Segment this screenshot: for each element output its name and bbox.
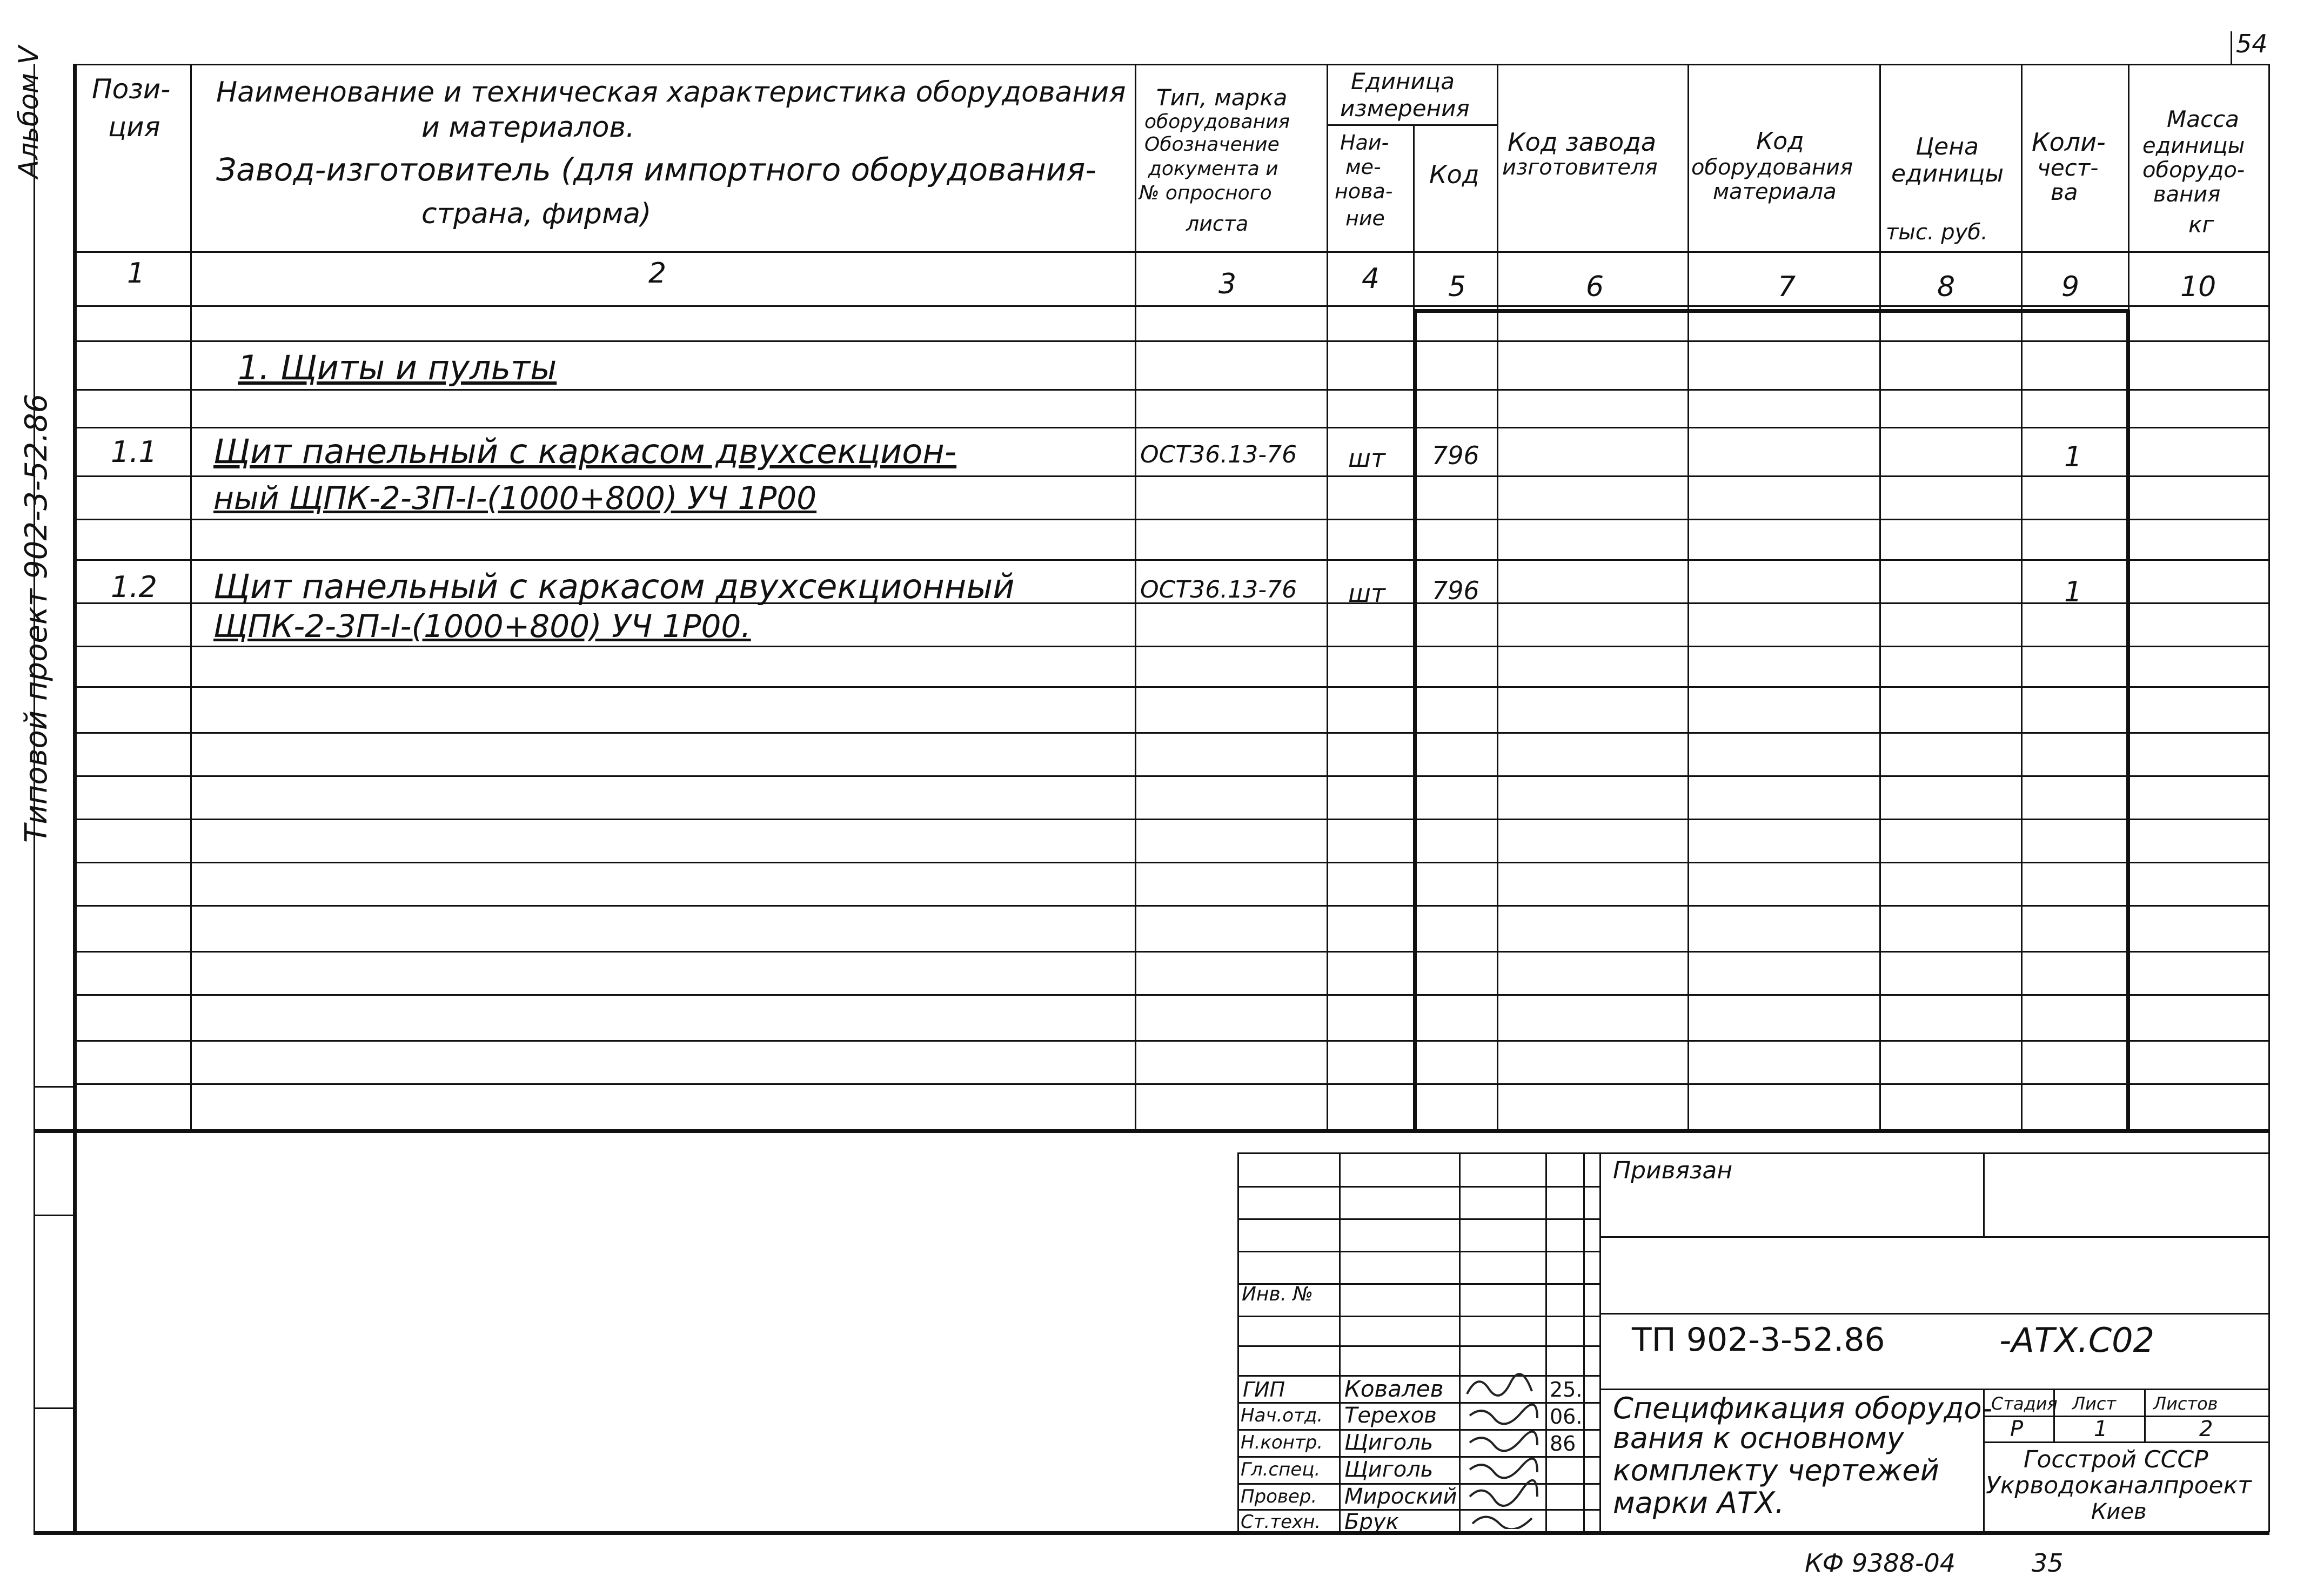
header-col2-l2: и материалов.	[421, 111, 635, 144]
frame-right	[2268, 64, 2270, 1532]
item2-qty: 1	[2064, 576, 2082, 608]
thick-frame-right	[2126, 310, 2130, 1131]
stamp-date-1: 25.	[1550, 1378, 1583, 1401]
stamp-h1	[1237, 1186, 1599, 1188]
stamp-role-4: Гл.спец.	[1241, 1459, 1321, 1480]
table-bottom-line	[34, 1129, 2269, 1133]
stamp-privyazan: Привязан	[1613, 1157, 1733, 1184]
col-line-6	[1687, 64, 1689, 1131]
signature-1	[1467, 1374, 1532, 1396]
header-col10-l4: вания	[2153, 182, 2221, 207]
header-col9-l3: ва	[2051, 179, 2078, 205]
stamp-h12	[1237, 1509, 1599, 1511]
header-bottom-line	[76, 251, 2269, 253]
header-col4-l4: ние	[1345, 206, 1385, 230]
stamp-sheets: 2	[2199, 1417, 2213, 1441]
stamp-stage-label: Стадия	[1991, 1393, 2058, 1414]
colnum-9: 9	[2061, 271, 2080, 303]
signature-4	[1470, 1459, 1537, 1478]
row-line-13	[76, 862, 2269, 863]
item1-line2: ный ЩПК-2-3П-I-(1000+800) УЧ 1Р00	[213, 480, 817, 517]
stamp-h5	[1237, 1316, 1599, 1317]
item2-code: 796	[1432, 576, 1479, 605]
stamp-r-h2	[1599, 1313, 2269, 1315]
signature-2	[1470, 1405, 1537, 1424]
header-col3-l6: листа	[1186, 212, 1249, 236]
stamp-name-1: Ковалев	[1344, 1376, 1444, 1402]
row-line-2	[76, 389, 2269, 391]
header-col9-l1: Коли-	[2032, 128, 2106, 157]
side-tick-2	[34, 1215, 74, 1216]
header-col3-l2: оборудования	[1144, 111, 1290, 133]
stamp-r-h3	[1599, 1389, 2269, 1390]
stamp-name-5: Мироский	[1344, 1484, 1457, 1509]
item1-code: 796	[1432, 441, 1479, 470]
stamp-title-l4: марки АТХ.	[1613, 1486, 1785, 1520]
signature-6	[1472, 1517, 1532, 1530]
colnum-bottom-line	[76, 305, 2269, 307]
col-line-7	[1879, 64, 1881, 1131]
col-line-3	[1327, 64, 1328, 1131]
colnum-1: 1	[127, 257, 145, 290]
colnum-10: 10	[2180, 271, 2216, 303]
header-col2-l3: Завод-изготовитель (для импортного оборудования-	[216, 151, 1097, 188]
signatures-drawing	[1462, 1367, 1543, 1529]
header-col3-l4: документа и	[1148, 158, 1278, 180]
side-label-project: Типовой проект 902-3-52.86	[19, 393, 54, 843]
frame-top	[76, 64, 2269, 65]
item2-unit: шт	[1348, 579, 1385, 608]
header-col9-l2: чест-	[2037, 155, 2099, 181]
item2-line1: Щит панельный с каркасом двухсекционный	[213, 567, 1015, 606]
stamp-sheet-label: Лист	[2072, 1393, 2117, 1414]
row-line-14	[76, 905, 2269, 907]
item1-line1: Щит панельный с каркасом двухсекцион-	[213, 432, 957, 471]
item2-line2: ЩПК-2-3П-I-(1000+800) УЧ 1Р00.	[213, 608, 751, 645]
header-col10-l2: единицы	[2142, 133, 2245, 158]
header-col7-l2: оборудования	[1691, 155, 1853, 180]
stamp-left-line	[1237, 1152, 1239, 1532]
stamp-sheets-label: Листов	[2153, 1393, 2218, 1414]
header-col6-l1: Код завода	[1508, 128, 1657, 157]
signature-3	[1470, 1432, 1537, 1451]
stamp-privyazan-split	[1983, 1152, 1985, 1236]
stamp-r-h4	[1983, 1416, 2269, 1417]
row-line-5	[76, 519, 2269, 520]
stamp-doc-code: ТП 902-3-52.86	[1632, 1321, 1885, 1359]
row-line-12	[76, 819, 2269, 820]
colnum-5: 5	[1448, 271, 1466, 303]
stamp-org-l3: Киев	[2091, 1499, 2147, 1524]
side-tick-3	[34, 1407, 74, 1409]
thick-frame-top	[1413, 309, 2129, 313]
header-col1-l2: ция	[108, 111, 160, 143]
signature-5	[1470, 1480, 1537, 1506]
frame-side-strip	[34, 64, 35, 1532]
item1-type: ОСТ36.13-76	[1140, 441, 1297, 468]
stamp-r-h1	[1599, 1236, 2269, 1238]
stamp-h6	[1237, 1345, 1599, 1347]
stamp-org-l1: Госстрой СССР	[2024, 1446, 2208, 1473]
header-col3-l3: Обозначение	[1144, 133, 1280, 156]
row-line-11	[76, 775, 2269, 777]
header-unit-l2: измерения	[1340, 95, 1470, 122]
header-col4-l3: нова-	[1335, 179, 1393, 203]
header-col3-l5: № опросного	[1139, 182, 1272, 204]
header-col10-l1: Масса	[2167, 106, 2239, 132]
stamp-h3	[1237, 1251, 1599, 1252]
item1-qty: 1	[2064, 441, 2082, 473]
col-line-2	[1135, 64, 1136, 1131]
item2-type: ОСТ36.13-76	[1140, 576, 1297, 603]
stamp-v4	[1583, 1152, 1585, 1532]
stamp-inv-no: Инв. №	[1242, 1283, 1314, 1305]
stamp-title-l1: Спецификация оборудо-	[1613, 1391, 1993, 1425]
stamp-sheet: 1	[2094, 1417, 2108, 1441]
stamp-title-l3: комплекту чертежей	[1613, 1453, 1939, 1487]
row-line-16	[76, 994, 2269, 996]
header-col3-l1: Тип, марка	[1156, 84, 1288, 111]
stamp-name-6: Брук	[1344, 1510, 1399, 1534]
stamp-stage: Р	[2010, 1417, 2024, 1441]
header-col7-l3: материала	[1713, 179, 1837, 204]
item1-unit: шт	[1348, 444, 1385, 473]
stamp-r-h5	[1983, 1441, 2269, 1443]
stamp-v5	[1599, 1152, 1601, 1532]
header-unit-l1: Единица	[1351, 68, 1455, 95]
row-line-18	[76, 1083, 2269, 1085]
header-col10-l3: оборудо-	[2142, 158, 2245, 183]
col-line-5	[1497, 64, 1498, 1131]
footer-kf: КФ 9388-04	[1805, 1548, 1956, 1578]
stamp-role-6: Ст.техн.	[1241, 1511, 1321, 1533]
colnum-6: 6	[1586, 271, 1604, 303]
col-line-1	[190, 64, 192, 1131]
header-col4-l2: ме-	[1345, 155, 1381, 179]
colnum-3: 3	[1218, 268, 1237, 300]
stamp-doc-mark: -АТХ.С02	[1999, 1320, 2155, 1360]
stamp-v1	[1339, 1152, 1341, 1532]
row-line-8	[76, 646, 2269, 647]
row-line-3	[76, 427, 2269, 428]
stamp-role-5: Провер.	[1241, 1486, 1317, 1507]
row-line-4	[76, 475, 2269, 477]
stamp-top-line	[1237, 1152, 2269, 1154]
item1-pos: 1.1	[111, 435, 157, 469]
stamp-name-3: Щиголь	[1344, 1430, 1434, 1455]
footer-num: 35	[2032, 1548, 2064, 1578]
stamp-title-l2: вания к основному	[1613, 1421, 1904, 1455]
stamp-name-4: Щиголь	[1344, 1457, 1434, 1482]
header-col2-l4: страна, фирма)	[421, 198, 652, 230]
header-col7-l1: Код	[1756, 128, 1804, 155]
header-col1-l1: Пози-	[92, 73, 171, 105]
row-line-10	[76, 732, 2269, 734]
frame-left	[73, 64, 77, 1533]
colnum-8: 8	[1937, 271, 1956, 303]
header-col5: Код	[1429, 160, 1479, 189]
row-line-15	[76, 951, 2269, 953]
side-tick-1	[34, 1086, 74, 1088]
stamp-name-2: Терехов	[1344, 1403, 1437, 1428]
frame-bottom	[34, 1531, 2269, 1535]
header-col6-l2: изготовителя	[1502, 155, 1658, 180]
col-line-8	[2021, 64, 2023, 1131]
stamp-r-v3	[2144, 1389, 2146, 1441]
stamp-org-l2: Укрводоканалпроект	[1986, 1472, 2252, 1499]
stamp-v3	[1545, 1152, 1547, 1532]
stamp-v2	[1459, 1152, 1461, 1532]
stamp-role-3: Н.контр.	[1241, 1432, 1323, 1453]
stamp-date-3: 86	[1550, 1432, 1576, 1456]
header-col8-l1: Цена	[1916, 133, 1979, 160]
section-title: 1. Щиты и пульты	[238, 348, 557, 387]
row-line-17	[76, 1040, 2269, 1042]
header-col4-l1: Наи-	[1340, 131, 1389, 155]
row-line-9	[76, 686, 2269, 688]
page-number: 54	[2236, 29, 2268, 58]
header-col8-l2: единицы	[1891, 160, 2004, 187]
header-col2-l1: Наименование и техническая характеристика оборудования	[216, 76, 1126, 109]
page-number-mark	[2231, 31, 2232, 64]
stamp-role-2: Нач.отд.	[1241, 1405, 1323, 1426]
colnum-4: 4	[1362, 263, 1380, 295]
header-col8-l3: тыс. руб.	[1886, 220, 1988, 245]
item2-pos: 1.2	[111, 570, 157, 604]
colnum-7: 7	[1778, 271, 1796, 303]
thick-frame-left	[1413, 310, 1417, 1131]
stamp-h2	[1237, 1218, 1599, 1220]
colnum-2: 2	[648, 257, 667, 290]
unit-subheader-line	[1327, 124, 1497, 126]
stamp-role-1: ГИП	[1243, 1378, 1285, 1401]
row-line-1	[76, 340, 2269, 342]
stamp-date-2: 06.	[1550, 1405, 1583, 1429]
header-col10-l5: кг	[2188, 211, 2214, 238]
row-line-6	[76, 559, 2269, 561]
side-label-album: Альбом V	[13, 46, 44, 178]
